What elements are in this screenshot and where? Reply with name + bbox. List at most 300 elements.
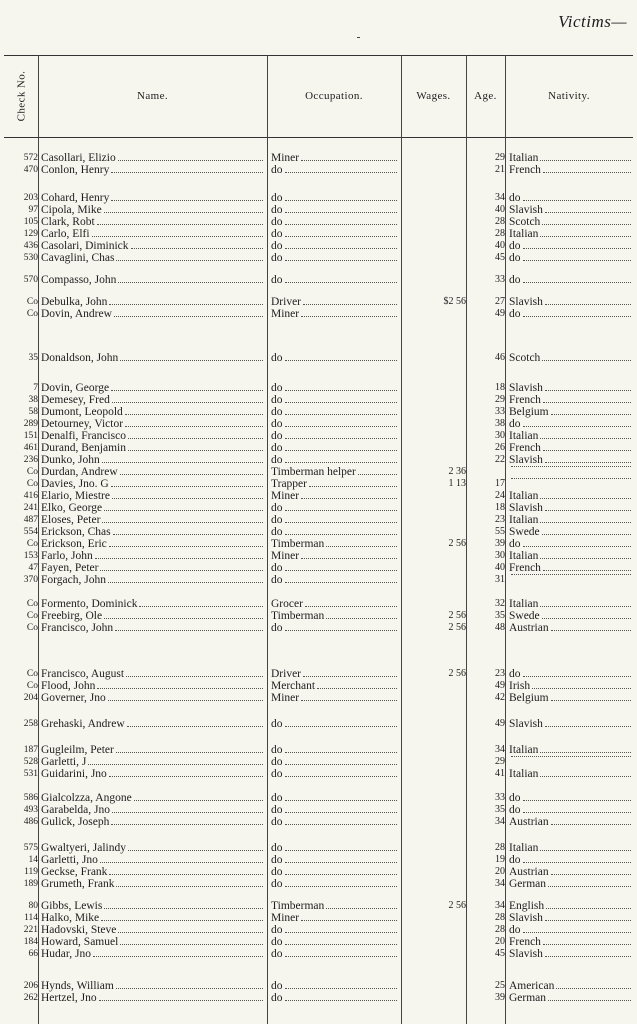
age-cell: 34: [495, 744, 505, 755]
nativity-cell: French: [509, 562, 633, 574]
occupation-cell: Driver: [271, 296, 399, 308]
table-row: [0, 768, 637, 780]
age-cell: 48: [495, 622, 505, 633]
table-row: [0, 562, 637, 574]
occupation-cell: do: [271, 274, 399, 286]
check-no-cell: 586: [23, 793, 38, 803]
nativity-cell: Italian: [509, 842, 633, 854]
name-cell: Hudar, Jno: [41, 948, 265, 960]
nativity-cell: Italian: [509, 598, 633, 610]
age-cell: 31: [495, 574, 505, 585]
table-row: [0, 878, 637, 890]
nativity-cell: [509, 756, 633, 760]
age-cell: 35: [495, 610, 505, 621]
check-no-cell: 97: [28, 205, 38, 215]
table-row: [0, 948, 637, 960]
age-cell: 27: [495, 296, 505, 307]
nativity-cell: Italian: [509, 430, 633, 442]
nativity-cell: Slavish: [509, 296, 633, 308]
name-cell: Howard, Samuel: [41, 936, 265, 948]
table-row: [0, 992, 637, 1004]
name-cell: Garabelda, Jno: [41, 804, 265, 816]
nativity-cell: Irish: [509, 680, 633, 692]
occupation-cell: do: [271, 744, 399, 756]
name-cell: Casollari, Elizio: [41, 152, 265, 164]
age-cell: 39: [495, 992, 505, 1003]
occupation-cell: do: [271, 574, 399, 586]
name-cell: Grumeth, Frank: [41, 878, 265, 890]
nativity-cell: French: [509, 394, 633, 406]
nativity-cell: Austrian: [509, 816, 633, 828]
name-cell: Donaldson, John: [41, 352, 265, 364]
age-cell: 28: [495, 924, 505, 935]
nativity-cell: do: [509, 924, 633, 936]
occupation-cell: do: [271, 228, 399, 240]
occupation-cell: do: [271, 454, 399, 466]
occupation-cell: do: [271, 924, 399, 936]
age-cell: 17: [495, 478, 505, 489]
age-cell: 55: [495, 526, 505, 537]
table-row: [0, 842, 637, 854]
check-no-cell: 151: [23, 431, 38, 441]
nativity-cell: Belgium: [509, 692, 633, 704]
table-row: [0, 352, 637, 364]
occupation-cell: do: [271, 526, 399, 538]
wages-cell: 2 56: [448, 610, 466, 621]
occupation-cell: Merchant: [271, 680, 399, 692]
occupation-cell: do: [271, 418, 399, 430]
nativity-cell: German: [509, 878, 633, 890]
table-row: [0, 598, 637, 610]
occupation-cell: do: [271, 866, 399, 878]
table-row: [0, 866, 637, 878]
nativity-cell: do: [509, 668, 633, 680]
check-no-cell: 203: [23, 193, 38, 203]
age-cell: 25: [495, 980, 505, 991]
nativity-cell: [509, 574, 633, 578]
name-cell: Guidarini, Jno: [41, 768, 265, 780]
check-no-cell: 486: [23, 817, 38, 827]
nativity-cell: [509, 478, 633, 482]
check-no-cell: 530: [23, 253, 38, 263]
age-cell: 21: [495, 164, 505, 175]
nativity-cell: Belgium: [509, 406, 633, 418]
occupation-cell: do: [271, 562, 399, 574]
name-cell: Dovin, George: [41, 382, 265, 394]
name-cell: Elko, George: [41, 502, 265, 514]
name-cell: Conlon, Henry: [41, 164, 265, 176]
table-row: [0, 692, 637, 704]
occupation-cell: do: [271, 992, 399, 1004]
occupation-cell: do: [271, 252, 399, 264]
occupation-cell: do: [271, 854, 399, 866]
occupation-cell: Timberman: [271, 900, 399, 912]
name-cell: Forgach, John: [41, 574, 265, 586]
occupation-cell: do: [271, 980, 399, 992]
nativity-cell: Italian: [509, 228, 633, 240]
check-no-cell: Co: [26, 623, 38, 633]
check-no-cell: 184: [23, 937, 38, 947]
check-no-cell: 47: [28, 563, 38, 573]
table-row: [0, 466, 637, 478]
table-row: [0, 204, 637, 216]
table-row: [0, 454, 637, 466]
name-cell: Debulka, John: [41, 296, 265, 308]
check-no-cell: 461: [23, 443, 38, 453]
check-no-cell: 236: [23, 455, 38, 465]
table-row: [0, 406, 637, 418]
check-no-cell: 7: [33, 383, 38, 393]
occupation-cell: do: [271, 622, 399, 634]
name-cell: Davies, Jno. G: [41, 478, 265, 490]
occupation-cell: Miner: [271, 490, 399, 502]
name-cell: Hertzel, Jno: [41, 992, 265, 1004]
table-row: [0, 418, 637, 430]
check-no-cell: 436: [23, 241, 38, 251]
name-cell: Carlo, Elfi: [41, 228, 265, 240]
table-row: [0, 192, 637, 204]
occupation-cell: Timberman: [271, 610, 399, 622]
nativity-cell: Italian: [509, 768, 633, 780]
check-no-cell: 258: [23, 719, 38, 729]
name-cell: Gialcolzza, Angone: [41, 792, 265, 804]
table-row: [0, 816, 637, 828]
age-cell: 40: [495, 204, 505, 215]
table-row: [0, 924, 637, 936]
table-row: [0, 274, 637, 286]
age-cell: 38: [495, 418, 505, 429]
nativity-cell: Slavish: [509, 382, 633, 394]
name-cell: Governer, Jno: [41, 692, 265, 704]
check-no-cell: 58: [28, 407, 38, 417]
check-no-cell: 470: [23, 165, 38, 175]
age-cell: 46: [495, 352, 505, 363]
table-row: [0, 442, 637, 454]
occupation-cell: do: [271, 768, 399, 780]
nativity-cell: Slavish: [509, 204, 633, 216]
occupation-cell: do: [271, 718, 399, 730]
age-cell: 30: [495, 550, 505, 561]
occupation-cell: do: [271, 192, 399, 204]
age-cell: 32: [495, 598, 505, 609]
check-no-cell: 487: [23, 515, 38, 525]
name-cell: Cohard, Henry: [41, 192, 265, 204]
check-no-cell: 241: [23, 503, 38, 513]
nativity-cell: do: [509, 418, 633, 430]
age-cell: 34: [495, 192, 505, 203]
check-no-cell: 38: [28, 395, 38, 405]
nativity-cell: Italian: [509, 490, 633, 502]
table-row: [0, 854, 637, 866]
occupation-cell: do: [271, 936, 399, 948]
table-row: [0, 900, 637, 912]
name-cell: Fayen, Peter: [41, 562, 265, 574]
check-no-cell: Co: [26, 539, 38, 549]
nativity-cell: American: [509, 980, 633, 992]
nativity-cell: do: [509, 538, 633, 550]
nativity-cell: do: [509, 792, 633, 804]
table-row: [0, 804, 637, 816]
check-no-cell: 114: [24, 913, 38, 923]
nativity-cell: Slavish: [509, 718, 633, 730]
nativity-cell: Slavish: [509, 948, 633, 960]
nativity-cell: Slavish: [509, 912, 633, 924]
age-cell: 33: [495, 406, 505, 417]
wages-cell: 2 56: [448, 538, 466, 549]
age-cell: 20: [495, 936, 505, 947]
check-no-cell: 80: [28, 901, 38, 911]
name-cell: Garletti, J: [41, 756, 265, 768]
header-age: Age.: [474, 90, 497, 102]
check-no-cell: 189: [23, 879, 38, 889]
occupation-cell: Miner: [271, 308, 399, 320]
age-cell: 49: [495, 680, 505, 691]
header-occupation: Occupation.: [305, 90, 363, 102]
occupation-cell: do: [271, 240, 399, 252]
occupation-cell: do: [271, 352, 399, 364]
nativity-cell: French: [509, 936, 633, 948]
age-cell: 24: [495, 490, 505, 501]
occupation-cell: do: [271, 948, 399, 960]
occupation-cell: do: [271, 216, 399, 228]
occupation-cell: do: [271, 804, 399, 816]
name-cell: Erickson, Chas: [41, 526, 265, 538]
name-cell: Demesey, Fred: [41, 394, 265, 406]
check-no-cell: 493: [23, 805, 38, 815]
wages-cell: 1 13: [448, 478, 466, 489]
check-no-cell: 35: [28, 353, 38, 363]
age-cell: 35: [495, 804, 505, 815]
check-no-cell: Co: [26, 297, 38, 307]
table-row: [0, 718, 637, 730]
occupation-cell: do: [271, 164, 399, 176]
occupation-cell: do: [271, 502, 399, 514]
table-row: [0, 980, 637, 992]
check-no-cell: 575: [23, 843, 38, 853]
nativity-cell: do: [509, 240, 633, 252]
check-no-cell: 153: [23, 551, 38, 561]
age-cell: 20: [495, 866, 505, 877]
table-row: [0, 240, 637, 252]
occupation-cell: do: [271, 430, 399, 442]
age-cell: 29: [495, 756, 505, 767]
occupation-cell: do: [271, 406, 399, 418]
nativity-cell: [509, 466, 633, 470]
check-no-cell: 129: [23, 229, 38, 239]
occupation-cell: Driver: [271, 668, 399, 680]
age-cell: 29: [495, 394, 505, 405]
occupation-cell: do: [271, 514, 399, 526]
wages-cell: $2 56: [443, 296, 466, 307]
age-cell: 18: [495, 502, 505, 513]
name-cell: Flood, John: [41, 680, 265, 692]
check-no-cell: 572: [23, 153, 38, 163]
table-row: [0, 478, 637, 490]
age-cell: 45: [495, 948, 505, 959]
name-cell: Gugleilm, Peter: [41, 744, 265, 756]
table-row: [0, 152, 637, 164]
check-no-cell: Co: [26, 309, 38, 319]
table-row: [0, 912, 637, 924]
table-row: [0, 610, 637, 622]
header-nativity: Nativity.: [548, 90, 590, 102]
age-cell: 23: [495, 514, 505, 525]
age-cell: 28: [495, 228, 505, 239]
age-cell: 39: [495, 538, 505, 549]
occupation-cell: Miner: [271, 692, 399, 704]
occupation-cell: Timberman helper: [271, 466, 399, 478]
age-cell: 22: [495, 454, 505, 465]
name-cell: Halko, Mike: [41, 912, 265, 924]
table-row: [0, 538, 637, 550]
check-no-cell: 221: [23, 925, 38, 935]
nativity-cell: Swede: [509, 610, 633, 622]
wages-cell: 2 56: [448, 622, 466, 633]
running-head: Victims—: [558, 12, 627, 31]
table-row: [0, 502, 637, 514]
name-cell: Geckse, Frank: [41, 866, 265, 878]
check-no-cell: 289: [23, 419, 38, 429]
nativity-cell: do: [509, 854, 633, 866]
age-cell: 26: [495, 442, 505, 453]
name-cell: Eloses, Peter: [41, 514, 265, 526]
check-no-cell: 187: [23, 745, 38, 755]
name-cell: Francisco, August: [41, 668, 265, 680]
wages-cell: 2 36: [448, 466, 466, 477]
occupation-cell: do: [271, 792, 399, 804]
age-cell: 41: [495, 768, 505, 779]
nativity-cell: Austrian: [509, 866, 633, 878]
table-row: [0, 668, 637, 680]
table-row: [0, 792, 637, 804]
name-cell: Casolari, Diminick: [41, 240, 265, 252]
occupation-cell: Trapper: [271, 478, 399, 490]
name-cell: Detourney, Victor: [41, 418, 265, 430]
occupation-cell: do: [271, 878, 399, 890]
nativity-cell: Italian: [509, 514, 633, 526]
header-check-no: Check No.: [15, 70, 27, 122]
nativity-cell: French: [509, 164, 633, 176]
name-cell: Gwaltyeri, Jalindy: [41, 842, 265, 854]
nativity-cell: German: [509, 992, 633, 1004]
age-cell: 19: [495, 854, 505, 865]
age-cell: 18: [495, 382, 505, 393]
header-wages: Wages.: [416, 90, 451, 102]
occupation-cell: Miner: [271, 152, 399, 164]
occupation-cell: do: [271, 816, 399, 828]
nativity-cell: Swede: [509, 526, 633, 538]
name-cell: Formento, Dominick: [41, 598, 265, 610]
check-no-cell: 262: [23, 993, 38, 1003]
name-cell: Dovin, Andrew: [41, 308, 265, 320]
check-no-cell: Co: [26, 599, 38, 609]
name-cell: Grehaski, Andrew: [41, 718, 265, 730]
check-no-cell: Co: [26, 611, 38, 621]
check-no-cell: Co: [26, 467, 38, 477]
check-no-cell: 204: [23, 693, 38, 703]
nativity-cell: do: [509, 308, 633, 320]
name-cell: Elario, Miestre: [41, 490, 265, 502]
age-cell: 42: [495, 692, 505, 703]
table-row: [0, 574, 637, 586]
age-cell: 33: [495, 274, 505, 285]
wages-cell: 2 56: [448, 668, 466, 679]
check-no-cell: 570: [23, 275, 38, 285]
name-cell: Cavaglini, Chas: [41, 252, 265, 264]
check-no-cell: 370: [23, 575, 38, 585]
nativity-cell: Italian: [509, 550, 633, 562]
name-cell: Gulick, Joseph: [41, 816, 265, 828]
check-no-cell: 119: [24, 867, 38, 877]
name-cell: Denalfi, Francisco: [41, 430, 265, 442]
age-cell: 33: [495, 792, 505, 803]
name-cell: Clark, Robt: [41, 216, 265, 228]
check-no-cell: Co: [26, 681, 38, 691]
age-cell: 28: [495, 842, 505, 853]
check-no-cell: 554: [23, 527, 38, 537]
table-row: [0, 252, 637, 264]
nativity-cell: do: [509, 274, 633, 286]
occupation-cell: Miner: [271, 912, 399, 924]
nativity-cell: Slavish: [509, 502, 633, 514]
occupation-cell: do: [271, 842, 399, 854]
table-row: [0, 490, 637, 502]
age-cell: 29: [495, 152, 505, 163]
nativity-cell: Scotch: [509, 216, 633, 228]
name-cell: Dumont, Leopold: [41, 406, 265, 418]
occupation-cell: do: [271, 394, 399, 406]
age-cell: 28: [495, 912, 505, 923]
check-no-cell: 206: [23, 981, 38, 991]
name-cell: Freebirg, Ole: [41, 610, 265, 622]
table-row: [0, 744, 637, 756]
nativity-cell: Italian: [509, 744, 633, 756]
age-cell: 34: [495, 878, 505, 889]
header-bottom-rule: [4, 137, 633, 138]
nativity-cell: French: [509, 442, 633, 454]
check-no-cell: Co: [26, 479, 38, 489]
occupation-cell: do: [271, 442, 399, 454]
age-cell: 40: [495, 240, 505, 251]
table-row: [0, 228, 637, 240]
age-cell: 28: [495, 216, 505, 227]
age-cell: 30: [495, 430, 505, 441]
table-row: [0, 308, 637, 320]
name-cell: Durdan, Andrew: [41, 466, 265, 478]
table-row: [0, 514, 637, 526]
table-row: [0, 296, 637, 308]
occupation-cell: do: [271, 204, 399, 216]
age-cell: 34: [495, 816, 505, 827]
name-cell: Dunko, John: [41, 454, 265, 466]
header-name: Name.: [136, 90, 168, 102]
name-cell: Gibbs, Lewis: [41, 900, 265, 912]
table-row: [0, 680, 637, 692]
age-cell: 49: [495, 718, 505, 729]
nativity-cell: English: [509, 900, 633, 912]
name-cell: Garletti, Jno: [41, 854, 265, 866]
name-cell: Hadovski, Steve: [41, 924, 265, 936]
occupation-cell: Miner: [271, 550, 399, 562]
name-cell: Francisco, John: [41, 622, 265, 634]
check-no-cell: 66: [28, 949, 38, 959]
occupation-cell: do: [271, 756, 399, 768]
check-no-cell: 14: [28, 855, 38, 865]
nativity-cell: do: [509, 804, 633, 816]
name-cell: Hynds, William: [41, 980, 265, 992]
nativity-cell: Italian: [509, 152, 633, 164]
table-row: [0, 430, 637, 442]
